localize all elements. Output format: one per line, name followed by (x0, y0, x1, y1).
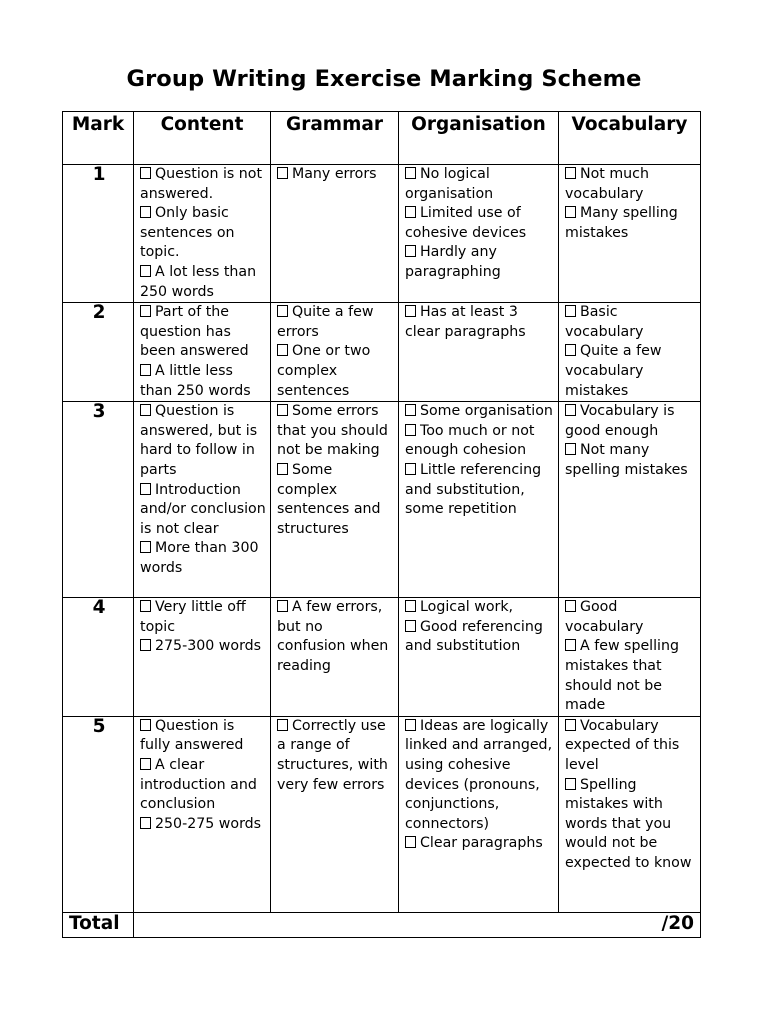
criterion-text: Good referencing and substitution (405, 618, 543, 655)
criterion-text: More than 300 words (140, 540, 259, 576)
header-organisation: Organisation (399, 112, 559, 165)
marking-scheme-table (62, 111, 701, 938)
criterion-item (405, 243, 554, 282)
criterion-item (565, 776, 696, 874)
criterion-item (565, 717, 696, 776)
criterion-text: Basic vocabulary (565, 304, 644, 340)
checkbox-icon (140, 305, 151, 317)
header-content: Content (134, 112, 271, 165)
criterion-item (277, 461, 394, 539)
vocabulary-cell (559, 716, 701, 912)
criterion-text: Many errors (292, 166, 377, 182)
checkbox-icon (405, 404, 416, 416)
criterion-text: Spelling mistakes with words that you would not be expected to know (565, 776, 692, 871)
checkbox-icon (405, 600, 416, 612)
criterion-text: Some organisation (420, 403, 553, 420)
criterion-text: A few errors, but no confusion when reading (277, 599, 389, 674)
checkbox-icon (277, 719, 288, 731)
criterion-text: Part of the question has been answered (140, 304, 249, 360)
criterion-item (565, 342, 696, 401)
criterion-item (277, 717, 394, 795)
mark-value: 1 (63, 165, 134, 303)
checkbox-icon (277, 600, 288, 612)
grammar-cell (271, 598, 399, 717)
checkbox-icon (277, 344, 288, 356)
criterion-item (140, 539, 266, 578)
table-row (63, 303, 701, 402)
criterion-item (565, 165, 696, 204)
content-cell (134, 303, 271, 402)
checkbox-icon (140, 719, 151, 731)
checkbox-icon (405, 245, 416, 257)
grammar-cell (271, 303, 399, 402)
criterion-item (140, 637, 266, 657)
vocabulary-cell (559, 165, 701, 303)
checkbox-icon (140, 265, 151, 277)
checkbox-icon (565, 167, 576, 179)
checkbox-icon (405, 620, 416, 632)
criterion-item (565, 637, 696, 715)
criterion-item (140, 402, 266, 480)
mark-value: 5 (63, 716, 134, 912)
header-vocabulary: Vocabulary (559, 112, 701, 165)
criterion-item (565, 303, 696, 342)
criterion-text: Some errors that you should not be making (277, 403, 388, 459)
criterion-item (565, 204, 696, 243)
criterion-item (140, 598, 266, 637)
criterion-item (277, 598, 394, 676)
rubric-body (63, 165, 701, 938)
checkbox-icon (565, 305, 576, 317)
mark-value: 2 (63, 303, 134, 402)
criterion-text: Correctly use a range of structures, with very few errors (277, 717, 388, 793)
criterion-item (405, 598, 554, 618)
criterion-text: Clear paragraphs (420, 835, 543, 852)
criterion-text: Ideas are logically linked and arranged, using cohesive devices (pronouns, conjunctions, connectors) (405, 717, 553, 832)
criterion-text: 250-275 words (155, 815, 262, 832)
checkbox-icon (405, 463, 416, 475)
content-cell (134, 598, 271, 717)
criterion-item (405, 402, 554, 422)
organisation-cell (399, 303, 559, 402)
criterion-text: Logical work, (420, 599, 514, 616)
checkbox-icon (565, 600, 576, 612)
total-label: Total (63, 912, 134, 937)
criterion-text: Vocabulary is good enough (565, 403, 675, 439)
checkbox-icon (405, 305, 416, 317)
criterion-text: A little less than 250 words (140, 362, 251, 399)
checkbox-icon (405, 424, 416, 436)
criterion-text: Little referencing and substitution, some repetition (405, 461, 542, 518)
content-cell (134, 402, 271, 598)
criterion-text: One or two complex sentences (277, 343, 371, 399)
criterion-item (405, 422, 554, 461)
criterion-text: Question is fully answered (140, 717, 244, 754)
criterion-text: Too much or not enough cohesion (405, 422, 535, 459)
criterion-item (277, 303, 394, 342)
checkbox-icon (565, 778, 576, 790)
criterion-item (405, 303, 554, 342)
criterion-text: Question is not answered. (140, 166, 263, 202)
criterion-text: Hardly any paragraphing (405, 244, 501, 280)
vocabulary-cell (559, 303, 701, 402)
checkbox-icon (277, 463, 288, 475)
criterion-item (405, 618, 554, 657)
criterion-text: Vocabulary expected of this level (565, 717, 680, 773)
criterion-text: No logical organisation (405, 166, 494, 202)
criterion-item (140, 303, 266, 362)
vocabulary-cell (559, 402, 701, 598)
criterion-item (140, 263, 266, 302)
criterion-item (405, 834, 554, 854)
criterion-text: Not many spelling mistakes (565, 442, 688, 478)
grammar-cell (271, 165, 399, 303)
checkbox-icon (140, 600, 151, 612)
header-grammar: Grammar (271, 112, 399, 165)
total-row (63, 912, 701, 937)
criterion-text: A lot less than 250 words (140, 263, 257, 300)
page-title: Group Writing Exercise Marking Scheme (126, 66, 642, 92)
content-cell (134, 165, 271, 303)
checkbox-icon (140, 541, 151, 553)
checkbox-icon (405, 719, 416, 731)
criterion-text: Introduction and/or conclusion is not clear (140, 481, 266, 537)
criterion-item (140, 815, 266, 835)
criterion-item (405, 717, 554, 835)
criterion-item (140, 756, 266, 815)
mark-value: 3 (63, 402, 134, 598)
checkbox-icon (140, 483, 151, 495)
criterion-text: Many spelling mistakes (565, 205, 678, 241)
criterion-item (140, 362, 266, 401)
criterion-text: Has at least 3 clear paragraphs (405, 304, 526, 340)
checkbox-icon (140, 206, 151, 218)
criterion-text: Only basic sentences on topic. (140, 205, 235, 261)
criterion-item (277, 402, 394, 461)
table-row (63, 402, 701, 598)
criterion-text: Very little off topic (140, 599, 246, 635)
checkbox-icon (140, 817, 151, 829)
checkbox-icon (405, 167, 416, 179)
grammar-cell (271, 402, 399, 598)
criterion-item (140, 717, 266, 756)
header-row (63, 112, 701, 165)
organisation-cell (399, 402, 559, 598)
criterion-item (405, 461, 554, 520)
criterion-text: Not much vocabulary (565, 166, 649, 202)
criterion-item (565, 598, 696, 637)
criterion-item (140, 165, 266, 204)
criterion-text: A few spelling mistakes that should not be made (565, 638, 680, 714)
criterion-text: Quite a few errors (277, 304, 374, 340)
checkbox-icon (405, 206, 416, 218)
organisation-cell (399, 598, 559, 717)
criterion-text: A clear introduction and conclusion (140, 756, 257, 813)
criterion-text: Limited use of cohesive devices (405, 205, 527, 241)
criterion-item (565, 402, 696, 441)
checkbox-icon (140, 167, 151, 179)
criterion-text: Some complex sentences and structures (277, 461, 381, 537)
criterion-item (405, 165, 554, 204)
criterion-text: Quite a few vocabulary mistakes (565, 343, 662, 399)
checkbox-icon (277, 167, 288, 179)
checkbox-icon (277, 305, 288, 317)
mark-value: 4 (63, 598, 134, 717)
total-score: /20 (134, 912, 701, 937)
criterion-item (277, 165, 394, 185)
criterion-item (405, 204, 554, 243)
grammar-cell (271, 716, 399, 912)
checkbox-icon (140, 364, 151, 376)
checkbox-icon (565, 206, 576, 218)
checkbox-icon (565, 404, 576, 416)
checkbox-icon (277, 404, 288, 416)
table-row (63, 598, 701, 717)
checkbox-icon (565, 719, 576, 731)
criterion-text: 275-300 words (155, 638, 262, 655)
checkbox-icon (565, 344, 576, 356)
criterion-item (277, 342, 394, 401)
criterion-text: Question is answered, but is hard to follow in parts (140, 403, 258, 478)
vocabulary-cell (559, 598, 701, 717)
organisation-cell (399, 165, 559, 303)
checkbox-icon (140, 639, 151, 651)
criterion-item (140, 204, 266, 263)
checkbox-icon (140, 758, 151, 770)
table-row (63, 165, 701, 303)
checkbox-icon (140, 404, 151, 416)
header-mark: Mark (63, 112, 134, 165)
checkbox-icon (565, 639, 576, 651)
organisation-cell (399, 716, 559, 912)
table-row (63, 716, 701, 912)
content-cell (134, 716, 271, 912)
criterion-item (140, 481, 266, 540)
checkbox-icon (565, 443, 576, 455)
checkbox-icon (405, 836, 416, 848)
criterion-item (565, 441, 696, 480)
criterion-text: Good vocabulary (565, 599, 644, 635)
